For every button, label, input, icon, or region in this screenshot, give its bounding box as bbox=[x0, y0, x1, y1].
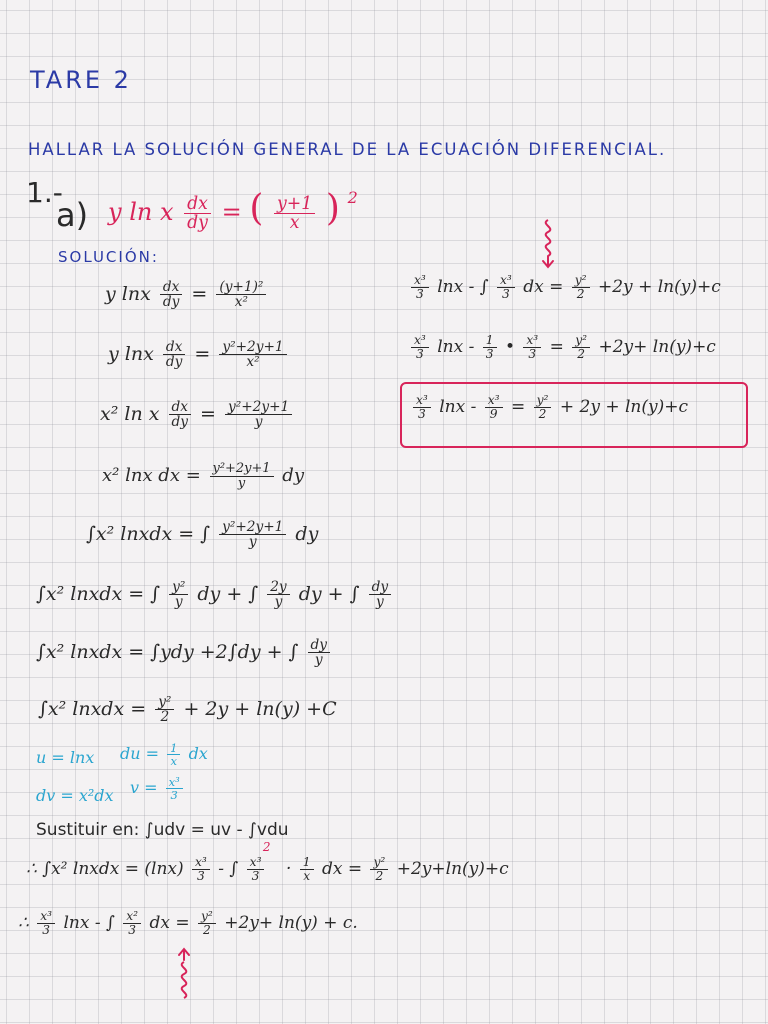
step-7 bbox=[36, 638, 333, 668]
sustituir-line: Sustituir en: ∫udv = uv - ∫vdu bbox=[36, 820, 289, 840]
step-2-dnum: dx bbox=[163, 340, 185, 355]
step-6-frac-3 bbox=[369, 580, 391, 610]
step-8-frac bbox=[155, 695, 174, 725]
substitution-v-den: 3 bbox=[170, 788, 178, 803]
step-7-frac-num: dy bbox=[308, 638, 330, 653]
step-5 bbox=[86, 520, 318, 550]
therefore-1-frac-c-num: 1 bbox=[300, 856, 314, 870]
right-step-1-frac-b-num: x³ bbox=[497, 274, 515, 288]
therefore-2-frac-a-num: x³ bbox=[37, 910, 55, 924]
step-4-rhs bbox=[210, 462, 274, 490]
step-2-rden: x² bbox=[246, 354, 260, 371]
right-step-3-frac-y-num: y² bbox=[534, 394, 552, 408]
step-2-eq: = bbox=[194, 342, 211, 365]
right-step-3-frac-a-den: 3 bbox=[418, 406, 426, 421]
therefore-2-frac-y-den: 2 bbox=[203, 922, 211, 937]
step-2-rnum: y²+2y+1 bbox=[219, 340, 286, 355]
substitution-du-post: dx bbox=[188, 744, 208, 764]
therefore-1-dot: · bbox=[285, 858, 292, 879]
step-3-rhs bbox=[225, 400, 292, 430]
right-step-3 bbox=[410, 394, 688, 421]
right-step-1-frac-a-num: x³ bbox=[411, 274, 429, 288]
main-equals: = bbox=[221, 198, 242, 226]
therefore-1-frac-b-num: x³ bbox=[247, 856, 265, 870]
right-step-2-frac-b-num: 1 bbox=[483, 334, 497, 348]
step-5-rnum: y²+2y+1 bbox=[219, 520, 286, 535]
step-2-lhs: y lnx bbox=[108, 342, 154, 365]
therefore-1-frac-c bbox=[300, 856, 314, 883]
therefore-1-frac-b-den: 3 bbox=[251, 868, 260, 883]
substitution-du-den: x bbox=[170, 754, 178, 769]
main-derivative-num: dx bbox=[184, 195, 211, 214]
step-7-frac-den: y bbox=[314, 652, 323, 669]
right-step-2-frac-a-den: 3 bbox=[416, 346, 424, 361]
step-3-dden: dy bbox=[171, 414, 188, 431]
right-step-3-frac-b-num: x³ bbox=[485, 394, 503, 408]
step-1 bbox=[105, 280, 269, 310]
right-step-3-frac-b bbox=[485, 394, 503, 421]
right-step-2-frac-y-den: 2 bbox=[577, 346, 586, 361]
substitution-du bbox=[120, 742, 208, 767]
step-1-dden: dy bbox=[162, 294, 180, 311]
right-step-2-frac-c bbox=[523, 334, 541, 361]
step-3-rnum: y²+2y+1 bbox=[225, 400, 292, 415]
step-6-frac-1-den: y bbox=[174, 594, 183, 611]
right-step-3-frac-b-den: 9 bbox=[489, 406, 498, 421]
step-3 bbox=[100, 400, 295, 430]
step-8-frac-num: y² bbox=[155, 695, 174, 710]
right-step-2-mid: lnx - bbox=[437, 336, 475, 357]
therefore-1-cancel-exp: 2 bbox=[262, 840, 271, 855]
right-step-2-eq: = bbox=[549, 336, 564, 357]
right-step-2-frac-y-num: y² bbox=[572, 334, 590, 348]
therefore-line-2 bbox=[18, 910, 358, 937]
right-step-2-frac-c-num: x³ bbox=[523, 334, 541, 348]
step-6-frac-2-num: 2y bbox=[267, 580, 289, 595]
therefore-2-tail: dx = bbox=[149, 912, 190, 933]
therefore-1-tail: dx = bbox=[321, 858, 363, 879]
problem-number: 1.- bbox=[26, 176, 63, 209]
step-8-rest: + 2y + ln(y) +C bbox=[183, 697, 337, 720]
right-step-2-frac-c-den: 3 bbox=[528, 346, 537, 361]
step-8 bbox=[38, 695, 337, 725]
main-equation-lhs: y ln x bbox=[108, 198, 174, 226]
therefore-2-frac-y-num: y² bbox=[198, 910, 216, 924]
right-step-1 bbox=[408, 274, 721, 301]
step-3-derivative bbox=[169, 400, 191, 430]
main-rhs-fraction bbox=[274, 195, 315, 232]
therefore-1-frac-y-den: 2 bbox=[375, 868, 384, 883]
step-4-rnum: y²+2y+1 bbox=[210, 462, 274, 477]
step-2 bbox=[108, 340, 290, 370]
right-step-2-frac-a bbox=[411, 334, 429, 361]
step-4 bbox=[102, 462, 304, 490]
main-derivative bbox=[184, 195, 211, 232]
step-1-dnum: dx bbox=[160, 280, 182, 295]
therefore-1-frac-y-num: y² bbox=[370, 856, 388, 870]
problem-part: a) bbox=[56, 196, 89, 234]
right-step-3-eq: = bbox=[510, 396, 526, 417]
therefore-1-frac-b bbox=[247, 856, 265, 883]
step-5-rden: y bbox=[248, 534, 257, 551]
substitution-du-pre: du = bbox=[120, 744, 160, 764]
step-4-lhs: x² lnx dx = bbox=[102, 465, 201, 487]
therefore-2-frac-b-num: x² bbox=[123, 910, 141, 924]
main-open-paren: ( bbox=[249, 188, 264, 229]
therefore-1-rest: +2y+ln(y)+c bbox=[396, 858, 509, 879]
right-step-1-frac-a-den: 3 bbox=[416, 286, 424, 301]
step-3-dnum: dx bbox=[169, 400, 191, 415]
step-6-frac-1 bbox=[169, 580, 188, 610]
therefore-1-frac-a bbox=[192, 856, 210, 883]
step-5-lhs: ∫x² lnxdx = ∫ bbox=[86, 522, 211, 545]
squiggle-arrow-up-icon bbox=[172, 946, 196, 1000]
main-close-paren: ) bbox=[325, 188, 340, 229]
right-step-1-frac-b-den: 3 bbox=[502, 286, 510, 301]
right-step-1-mid: lnx - ∫ bbox=[437, 276, 489, 297]
right-step-2-rest: +2y+ ln(y)+c bbox=[598, 336, 716, 357]
step-6-mid-1: dy + ∫ bbox=[197, 582, 259, 605]
main-derivative-den: dy bbox=[187, 213, 208, 233]
step-1-rnum: (y+1)² bbox=[216, 280, 266, 295]
substitution-v-pre: v = bbox=[130, 778, 158, 798]
right-step-1-frac-a bbox=[411, 274, 429, 301]
substitution-dv: dv = x²dx bbox=[36, 786, 114, 805]
therefore-1-mid: - ∫ bbox=[218, 858, 239, 879]
substitution-v-frac bbox=[166, 776, 183, 801]
therefore-2-rest: +2y+ ln(y) + c. bbox=[224, 912, 358, 933]
page-title: TARE 2 bbox=[30, 66, 132, 94]
right-step-3-frac-y bbox=[534, 394, 552, 421]
step-2-derivative bbox=[163, 340, 185, 370]
step-1-derivative bbox=[160, 280, 182, 310]
substitution-du-frac bbox=[167, 742, 180, 767]
step-2-rhs bbox=[219, 340, 286, 370]
instruction-text: HALLAR LA SOLUCIÓN GENERAL DE LA ECUACIÓN DIFERENCIAL. bbox=[28, 140, 667, 159]
substitution-du-num: 1 bbox=[167, 742, 180, 755]
step-6-frac-3-den: y bbox=[375, 594, 384, 611]
therefore-2-frac-y bbox=[198, 910, 216, 937]
right-step-1-rest: +2y + ln(y)+c bbox=[598, 276, 721, 297]
right-step-1-frac-y-den: 2 bbox=[576, 286, 585, 301]
step-8-frac-den: 2 bbox=[160, 709, 170, 726]
substitution-u: u = lnx bbox=[36, 748, 95, 767]
step-1-eq: = bbox=[191, 282, 208, 305]
right-step-3-frac-a bbox=[413, 394, 431, 421]
step-7-frac bbox=[308, 638, 330, 668]
solution-label: SOLUCIÓN: bbox=[58, 248, 159, 266]
step-5-rhs bbox=[219, 520, 286, 550]
right-step-2-dot: • bbox=[504, 336, 515, 357]
therefore-2-mid: lnx - ∫ bbox=[63, 912, 115, 933]
therefore-1-frac-c-den: x bbox=[303, 868, 311, 883]
step-6-mid-2: dy + ∫ bbox=[298, 582, 360, 605]
step-2-dden: dy bbox=[165, 354, 183, 371]
step-7-lhs: ∫x² lnxdx = ∫ydy +2∫dy + ∫ bbox=[36, 640, 299, 663]
therefore-1-frac-y bbox=[370, 856, 388, 883]
right-step-1-frac-y-num: y² bbox=[572, 274, 590, 288]
step-3-lhs: x² ln x bbox=[100, 402, 160, 425]
main-exponent: 2 bbox=[347, 188, 358, 207]
right-step-2-frac-a-num: x³ bbox=[411, 334, 429, 348]
right-step-3-mid: lnx - bbox=[439, 396, 477, 417]
therefore-line-1 bbox=[26, 840, 509, 883]
step-8-lhs: ∫x² lnxdx = bbox=[38, 697, 147, 720]
right-step-2 bbox=[408, 334, 716, 361]
squiggle-arrow-down-icon bbox=[536, 218, 560, 272]
step-4-tail: dy bbox=[282, 465, 304, 487]
step-6 bbox=[36, 580, 394, 610]
step-6-frac-1-num: y² bbox=[169, 580, 188, 595]
step-4-rden: y bbox=[237, 475, 246, 491]
step-6-lhs: ∫x² lnxdx = ∫ bbox=[36, 582, 161, 605]
right-step-1-frac-b bbox=[497, 274, 515, 301]
therefore-2-frac-b-den: 3 bbox=[128, 922, 137, 937]
therefore-2-frac-b bbox=[123, 910, 141, 937]
step-1-rhs bbox=[216, 280, 266, 310]
step-3-rden: y bbox=[254, 414, 263, 431]
right-step-2-frac-y bbox=[572, 334, 590, 361]
step-6-frac-2 bbox=[267, 580, 289, 610]
therefore-1-frac-a-den: 3 bbox=[197, 868, 205, 883]
substitution-v bbox=[130, 776, 186, 801]
right-step-2-frac-b-den: 3 bbox=[485, 346, 494, 361]
therefore-2-lead: ∴ bbox=[18, 912, 29, 933]
main-equation bbox=[108, 188, 358, 232]
main-rhs-num: y+1 bbox=[274, 195, 315, 214]
therefore-1-lead: ∴ ∫x² lnxdx = (lnx) bbox=[26, 858, 184, 879]
substitution-v-num: x³ bbox=[166, 776, 183, 789]
main-rhs-den: x bbox=[289, 213, 300, 233]
right-step-3-frac-y-den: 2 bbox=[538, 406, 547, 421]
step-6-frac-2-den: y bbox=[274, 594, 283, 611]
right-step-3-rest: + 2y + ln(y)+c bbox=[559, 396, 688, 417]
step-6-frac-3-num: dy bbox=[369, 580, 391, 595]
therefore-2-frac-a-den: 3 bbox=[42, 922, 51, 937]
step-5-tail: dy bbox=[295, 522, 319, 545]
step-3-eq: = bbox=[200, 402, 216, 425]
step-1-rden: x² bbox=[234, 294, 248, 311]
therefore-1-frac-a-num: x³ bbox=[192, 856, 210, 870]
right-step-3-frac-a-num: x³ bbox=[413, 394, 431, 408]
right-step-2-frac-b bbox=[483, 334, 497, 361]
therefore-2-frac-a bbox=[37, 910, 55, 937]
right-step-1-tail: dx = bbox=[523, 276, 564, 297]
right-step-1-frac-y bbox=[572, 274, 590, 301]
step-1-lhs: y lnx bbox=[105, 282, 151, 305]
